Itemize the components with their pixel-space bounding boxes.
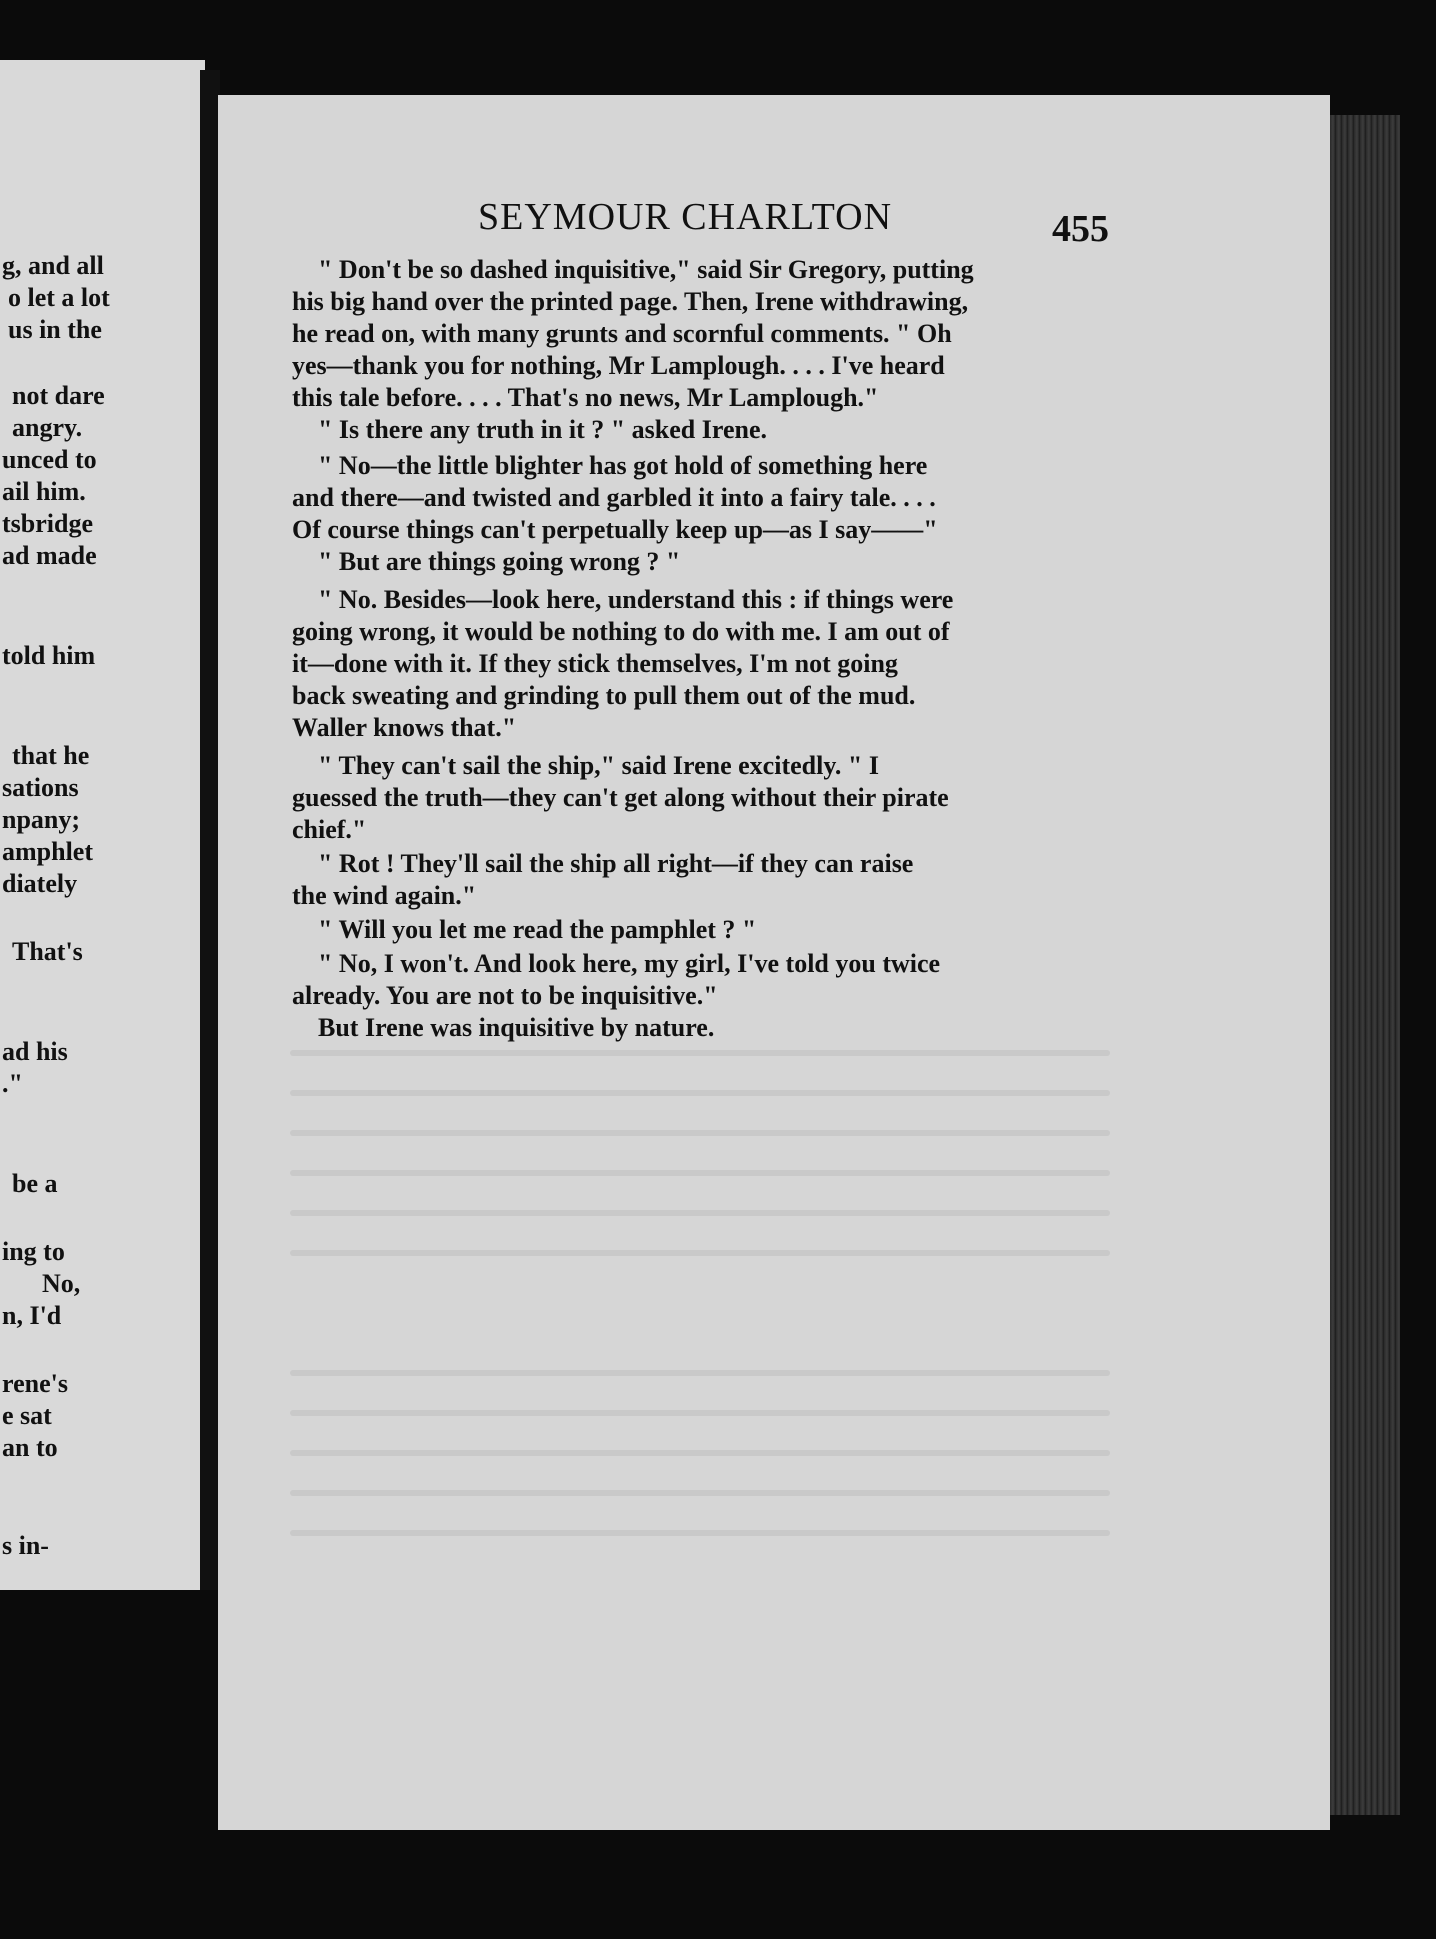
left-page-line: ail him.: [2, 477, 86, 506]
show-through-line: [290, 1450, 1110, 1456]
left-page-line: ing to: [2, 1237, 65, 1266]
left-page-line: .": [2, 1069, 23, 1098]
text-line: " No—the little blighter has got hold of something here: [318, 451, 928, 480]
left-page-line: told him: [2, 641, 96, 670]
left-page-line: e sat: [2, 1401, 52, 1430]
left-page-line: unced to: [2, 445, 97, 474]
show-through-line: [290, 1530, 1110, 1536]
left-page-line: n, I'd: [2, 1301, 62, 1330]
left-page-line: That's: [12, 937, 83, 966]
page-number: 455: [1052, 208, 1109, 250]
show-through-line: [290, 1090, 1110, 1096]
text-line: " No, I won't. And look here, my girl, I've told you twice: [318, 949, 941, 978]
text-line: and there—and twisted and garbled it into a fairy tale. . . .: [292, 483, 936, 512]
show-through-line: [290, 1250, 1110, 1256]
running-head: SEYMOUR CHARLTON: [478, 196, 893, 238]
text-line: it—done with it. If they stick themselves, I'm not going: [292, 649, 898, 678]
text-line: " Is there any truth in it ? " asked Irene.: [318, 415, 767, 444]
left-page-line: rene's: [2, 1369, 68, 1398]
show-through-line: [290, 1490, 1110, 1496]
left-page-line: angry.: [12, 413, 83, 442]
text-line: " But are things going wrong ? ": [318, 547, 681, 576]
left-page-line: us in the: [8, 315, 102, 344]
text-line: " No. Besides—look here, understand this : if things were: [318, 585, 954, 614]
text-line: his big hand over the printed page. Then, Irene withdrawing,: [292, 287, 969, 316]
text-line: guessed the truth—they can't get along without their pirate: [292, 783, 949, 812]
text-line: already. You are not to be inquisitive.": [292, 981, 718, 1010]
show-through-line: [290, 1410, 1110, 1416]
text-line: " Rot ! They'll sail the ship all right—if they can raise: [318, 849, 914, 878]
text-line: But Irene was inquisitive by nature.: [318, 1013, 715, 1042]
left-page-line: amphlet: [2, 837, 93, 866]
text-line: going wrong, it would be nothing to do with me. I am out of: [292, 617, 950, 646]
left-page-line: ad made: [2, 541, 97, 570]
show-through-line: [290, 1130, 1110, 1136]
left-page-line: not dare: [12, 381, 105, 410]
text-line: back sweating and grinding to pull them out of the mud.: [292, 681, 916, 710]
page-edge: [1330, 115, 1400, 1815]
text-line: " Will you let me read the pamphlet ? ": [318, 915, 757, 944]
left-page: [0, 60, 205, 1590]
text-line: Of course things can't perpetually keep up—as I say——": [292, 515, 938, 544]
left-page-line: s in-: [2, 1531, 49, 1560]
text-line: chief.": [292, 815, 367, 844]
left-page-line: sations: [2, 773, 79, 802]
show-through-line: [290, 1370, 1110, 1376]
left-page-line: g, and all: [2, 251, 104, 280]
left-page-line: be a: [12, 1169, 58, 1198]
left-page-line: o let a lot: [8, 283, 110, 312]
text-line: " They can't sail the ship," said Irene excitedly. " I: [318, 751, 879, 780]
show-through-line: [290, 1050, 1110, 1056]
left-page-line: No,: [42, 1269, 81, 1298]
left-page-line: ad his: [2, 1037, 68, 1066]
left-page-line: tsbridge: [2, 509, 93, 538]
left-page-line: that he: [12, 741, 90, 770]
text-line: Waller knows that.": [292, 713, 517, 742]
left-page-line: diately: [2, 869, 78, 898]
text-line: he read on, with many grunts and scornful comments. " Oh: [292, 319, 952, 348]
text-line: yes—thank you for nothing, Mr Lamplough. . . . I've heard: [292, 351, 945, 380]
text-line: the wind again.": [292, 881, 477, 910]
text-line: this tale before. . . . That's no news, Mr Lamplough.": [292, 383, 879, 412]
text-line: " Don't be so dashed inquisitive," said Sir Gregory, putting: [318, 255, 974, 284]
left-page-line: npany;: [2, 805, 81, 834]
book-gutter: [200, 70, 220, 1590]
show-through-line: [290, 1170, 1110, 1176]
left-page-line: an to: [2, 1433, 58, 1462]
show-through-line: [290, 1210, 1110, 1216]
